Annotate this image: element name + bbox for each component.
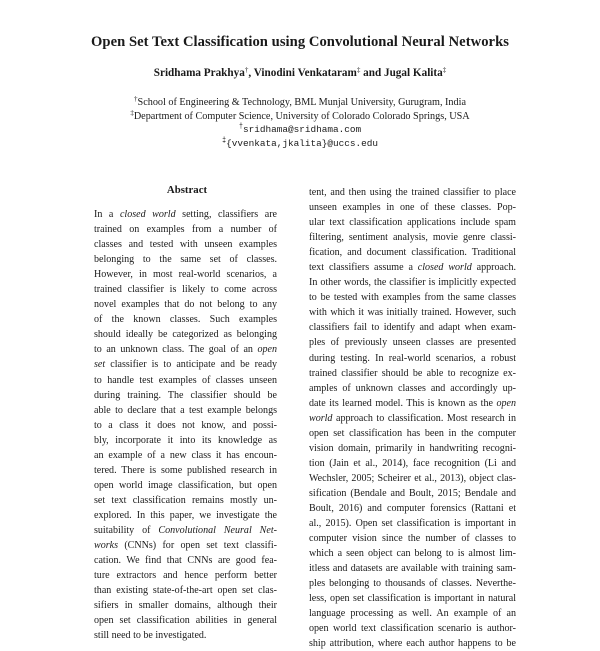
text-run: to handle test examples of classes unseen (94, 374, 277, 386)
email-text: sridhama@sridhama.com (243, 124, 362, 135)
text-run: novel examples that do not belong to any (94, 299, 277, 311)
email-2 (0, 137, 600, 149)
text-run: classifiers fail to identify and adapt when exam- (309, 322, 516, 334)
text-line (309, 351, 516, 366)
text-line (94, 523, 277, 538)
text-run: an example of a new class it has encoun- (94, 449, 277, 461)
text-run: However, in most real-world scenarios, a (94, 269, 277, 281)
affiliation-text: School of Engineering & Technology, BML Munjal University, Gurugram, India (137, 97, 466, 108)
text-line (94, 538, 277, 553)
text-line (309, 320, 516, 335)
italic-term: closed world (417, 262, 472, 274)
text-run: of the known classes. Such examples (94, 314, 277, 326)
text-run: open world image classification, but open (94, 479, 277, 491)
text-run: (CNNs) for open set text classifi- (118, 540, 277, 552)
text-run: ular text classification applications include spam (309, 217, 516, 229)
email-mark: † (238, 123, 244, 131)
affiliation-mark: † (134, 95, 138, 103)
text-run: In other words, the classifier is implicitly expected (309, 277, 516, 289)
text-line (94, 207, 277, 222)
text-line (309, 260, 516, 275)
text-run: should ideally be categorized as belonging (94, 329, 277, 341)
text-line (309, 636, 516, 651)
text-line (309, 621, 516, 636)
text-line (309, 381, 516, 396)
text-run: language processing as well. An example of an (309, 608, 516, 620)
text-run: text classifiers assume a (309, 262, 418, 274)
text-line (94, 478, 277, 493)
author-3 (384, 67, 446, 79)
text-line (94, 237, 277, 252)
text-run: classifier is to anticipate and be ready (105, 359, 277, 371)
text-run: vision domain, primarily in handwriting recogni- (309, 442, 516, 454)
text-run: approach to classification. Most research in (332, 412, 516, 424)
text-line (309, 576, 516, 591)
text-run: unseen examples in one of these classes. Pop- (309, 202, 516, 214)
text-run: al., 2015). Open set classification is important in (309, 518, 516, 530)
text-line (309, 471, 516, 486)
text-line (94, 312, 277, 327)
text-run: itless and datasets are available with training sam- (309, 563, 516, 575)
text-line (309, 305, 516, 320)
italic-term: set (94, 359, 106, 371)
text-line (309, 396, 516, 411)
text-run: ples belonging to thousands of classes. Neverthe- (309, 578, 516, 590)
text-run: Wechsler, 2005; Scheirer et al., 2013), object clas- (309, 472, 516, 484)
text-line (309, 275, 516, 290)
text-line (94, 508, 277, 523)
text-run: which a seen object can belong to is almost lim- (309, 548, 516, 560)
text-run: sification (Bendale and Boult, 2015; Bendale and (309, 487, 516, 499)
text-line (309, 366, 516, 381)
author-separator: , (248, 67, 254, 79)
author-1 (154, 67, 254, 79)
text-run: to an unknown class. The goal of an (94, 344, 258, 356)
text-line (94, 568, 277, 583)
author-name: Jugal Kalita (383, 67, 443, 79)
italic-term: Convolutional Neural Net- (158, 524, 277, 536)
text-run: explored. In this paper, we investigate the (94, 509, 277, 521)
text-run: bly, incorporate it into its knowledge as (94, 434, 277, 446)
text-run: sifiers in smaller domains, although their (94, 600, 277, 612)
text-line (94, 613, 277, 628)
text-run: trained classifier should be able to recognize ex- (309, 367, 516, 379)
text-line (94, 598, 277, 613)
text-run: trained classifier is likely to come across (94, 284, 277, 296)
email-text: {vvenkata,jkalita}@uccs.edu (226, 138, 379, 149)
text-line (94, 373, 277, 388)
text-line (309, 200, 516, 215)
text-line (94, 222, 277, 237)
text-line (309, 245, 516, 260)
text-line (94, 583, 277, 598)
affiliation-mark: ‡ (130, 109, 134, 117)
abstract-heading: Abstract (166, 184, 208, 196)
text-line (94, 357, 277, 372)
affiliation-1 (0, 95, 600, 108)
text-line (94, 252, 277, 267)
text-run: filtering, sentiment analysis, movie genre classi- (309, 232, 516, 244)
text-line (94, 493, 277, 508)
author-mark: † (244, 66, 249, 74)
text-line (94, 433, 277, 448)
text-line (309, 185, 516, 200)
author-list (0, 66, 600, 79)
author-separator: and (360, 67, 384, 79)
author-2 (254, 67, 384, 79)
text-run: during testing. In real-world scenarios, a robust (309, 352, 516, 364)
text-run: still need to be investigated. (94, 630, 207, 642)
text-line (309, 531, 516, 546)
email-1 (0, 123, 600, 135)
text-line (94, 267, 277, 282)
text-line (94, 463, 277, 478)
text-run: tered. There is some published research in (94, 464, 277, 476)
text-run: open set classification abilities in general (94, 615, 277, 627)
author-mark: ‡ (356, 66, 361, 74)
author-name: Sridhama Prakhya (153, 67, 245, 79)
author-mark: ‡ (442, 66, 447, 74)
text-line (309, 501, 516, 516)
italic-term: closed world (119, 209, 176, 220)
text-run: set text classification remains mostly un- (94, 494, 277, 506)
text-line (94, 282, 277, 297)
text-run: suitability of (94, 524, 159, 536)
text-line (309, 561, 516, 576)
text-run: approach. (471, 262, 516, 274)
text-run: less, open set classification is important in natural (309, 593, 516, 605)
text-run: open set classification has been in the computer (309, 427, 516, 439)
text-line (309, 456, 516, 471)
text-line (309, 606, 516, 621)
text-run: open world text classification scenario is author- (309, 623, 516, 635)
text-run: trained on examples from a number of (94, 224, 277, 236)
text-run: belonging to the same set of classes. (94, 254, 277, 266)
text-run: computer vision since the number of classes to (309, 533, 516, 545)
text-run: ples of previously unseen classes are presented (309, 337, 516, 349)
text-line (94, 403, 277, 418)
text-line (94, 628, 277, 643)
text-run: amples of unknown classes and accordingly up- (309, 382, 516, 394)
text-line (309, 215, 516, 230)
affiliation-text: Department of Computer Science, University of Colorado Colorado Springs, USA (133, 111, 470, 122)
text-run: than existing state-of-the-art open set clas- (94, 585, 277, 597)
italic-term: works (94, 540, 119, 552)
author-name: Vinodini Venkataram (253, 67, 357, 79)
text-run: tent, and then using the trained classifier to place (309, 187, 516, 198)
italic-term: open (257, 344, 277, 356)
text-run: with which it was initially trained. However, such (309, 307, 516, 319)
text-run: setting, classifiers are (175, 209, 277, 220)
text-run: classes and tested with unseen examples (94, 239, 277, 251)
text-run: to a class it does not know, and possi- (94, 419, 277, 431)
text-line (309, 516, 516, 531)
text-run: able to declare that a test example belongs (94, 404, 277, 416)
text-run: fication, and document classification. Traditional (309, 247, 516, 259)
text-run: ture extractors and hence perform better (94, 570, 277, 582)
text-line (94, 342, 277, 357)
text-line (94, 448, 277, 463)
affiliation-2 (0, 109, 600, 122)
italic-term: open (496, 397, 516, 409)
text-line (309, 441, 516, 456)
text-line (309, 230, 516, 245)
text-line (94, 388, 277, 403)
text-run: date its learned model. This is known as the (309, 397, 497, 409)
introduction-body (309, 185, 516, 651)
paper-title: Open Set Text Classification using Convolutional Neural Networks (91, 34, 509, 50)
text-line (309, 426, 516, 441)
italic-term: world (309, 412, 333, 424)
text-line (94, 327, 277, 342)
text-line (309, 486, 516, 501)
text-run: during training. The classifier should be (94, 389, 277, 401)
text-line (94, 418, 277, 433)
text-run: ship attribution, where each author happens to be (309, 638, 516, 650)
text-run: In a (94, 209, 120, 220)
text-line (309, 546, 516, 561)
email-mark: ‡ (221, 137, 227, 145)
text-line (309, 591, 516, 606)
text-line (309, 411, 516, 426)
text-run: tion (Jain et al., 2014), face recognition (Li and (309, 457, 516, 469)
text-line (94, 553, 277, 568)
text-line (309, 335, 516, 350)
text-run: Boult, 2016) and computer forensics (Rattani et (309, 502, 516, 514)
text-line (309, 290, 516, 305)
text-line (94, 297, 277, 312)
text-run: cation. We find that CNNs are good fea- (94, 555, 277, 567)
text-run: to be tested with examples from the same classes (309, 292, 516, 304)
abstract-body (94, 207, 277, 643)
